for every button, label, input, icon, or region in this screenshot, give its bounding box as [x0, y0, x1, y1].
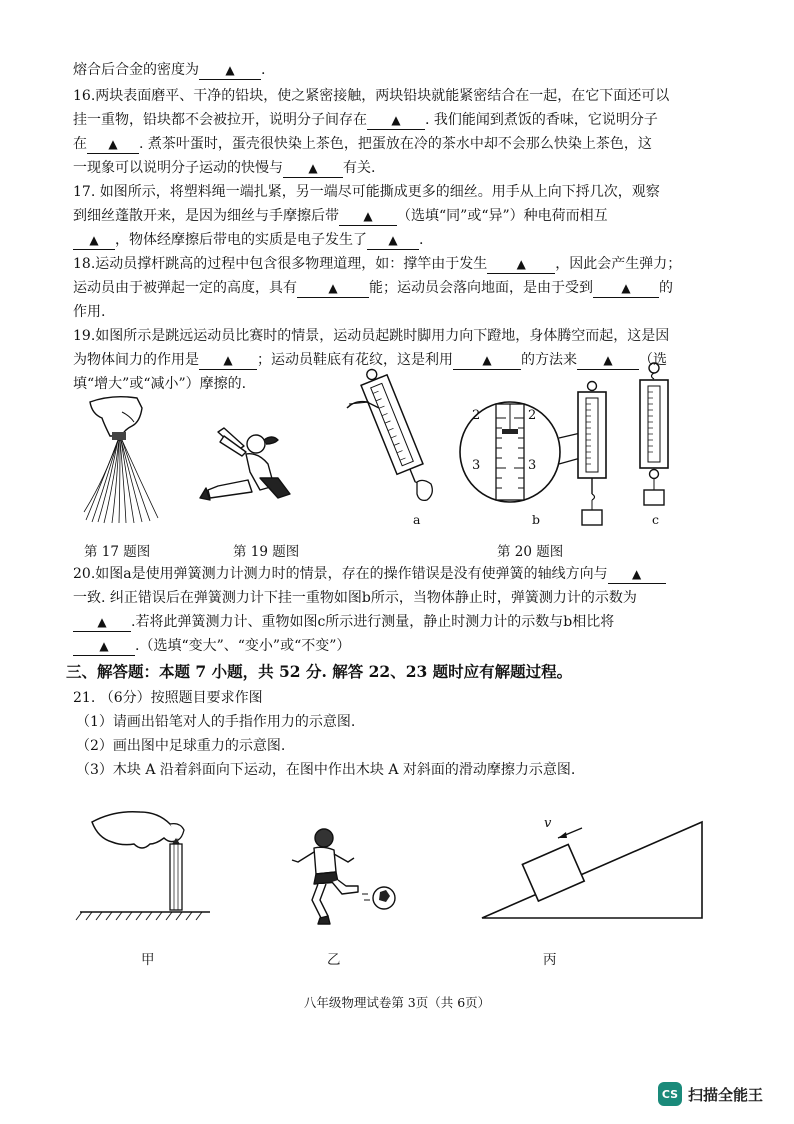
question-16-line-2: 挂一重物，铅块都不会被拉开，说明分子间存在 ▲ . 我们能闻到煮饭的香味，它说明分子 — [73, 112, 658, 128]
fig20b-label: b — [532, 512, 541, 527]
question-20-line-3: ▲ .若将此弹簧测力计、重物如图c所示进行测量，静止时测力计的示数与b相比将 — [73, 612, 614, 632]
answer-blank: ▲ — [367, 111, 425, 130]
answer-blank: ▲ — [73, 637, 135, 656]
fig-jia-caption: 甲 — [141, 952, 155, 968]
question-19-line-3: 填“增大”或“减小”）摩擦的. — [73, 376, 247, 392]
question-16-line-3: 在 ▲ . 煮茶叶蛋时，蛋壳很快染上茶色，把蛋放在冷的茶水中却不会那么快染上茶色，这 — [73, 136, 652, 152]
question-21-title: 21. （6分）按照题目要求作图 — [73, 690, 263, 706]
fig17-caption: 第 17 题图 — [84, 544, 151, 560]
question-18-line-1: 18.运动员撑杆跳高的过程中包含很多物理道理，如：撑竿由于发生 ▲ ，因此会产生弹力； — [73, 256, 682, 272]
answer-blank: ▲ — [577, 351, 639, 370]
answer-blank: ▲ — [87, 135, 139, 154]
fig17-plastic-strings-image — [82, 392, 172, 524]
answer-blank: ▲ — [593, 279, 659, 298]
answer-blank: ▲ — [339, 207, 397, 226]
fig20c-label: c — [652, 512, 660, 527]
question-17-line-3: ▲ ，物体经摩擦后带电的实质是电子发生了 ▲ . — [73, 230, 423, 250]
question-16-line-1: 16.两块表面磨平、干净的铅块，使之紧密接触，两块铅块就能紧密结合在一起，在它下面还可以 — [73, 88, 670, 104]
question-17-line-2: 到细丝蓬散开来，是因为细丝与手摩擦后带 ▲ （选填“同”或“异”）种电荷而相互 — [73, 208, 608, 224]
gauge-label-bottom-left: 3 — [472, 458, 481, 473]
question-21-part-3: （3）木块 A 沿着斜面向下运动，在图中作出木块 A 对斜面的滑动摩擦力示意图. — [76, 762, 576, 778]
fig20a-tilted-spring-scale-image — [345, 362, 445, 512]
fig19-long-jumper-image — [198, 420, 308, 510]
scanner-watermark — [658, 1082, 763, 1106]
gauge-label-top-left: 2 — [472, 408, 481, 423]
answer-blank: ▲ — [608, 565, 666, 584]
fig-jia-pencil-hand-image — [74, 808, 214, 932]
velocity-label: v — [544, 816, 552, 831]
question-20-line-2: 一致. 纠正错误后在弹簧测力计下挂一重物如图b所示，当物体静止时，弹簧测力计的示数为 — [73, 590, 637, 606]
answer-blank: ▲ — [283, 159, 343, 178]
question-20-line-1: 20.如图a是使用弹簧测力计测力时的情景，存在的操作错误是没有使弹簧的轴线方向与 ▲ — [73, 564, 666, 584]
fig20-caption: 第 20 题图 — [497, 544, 564, 560]
answer-blank: ▲ — [199, 61, 261, 80]
fig20b-spring-scale-image — [570, 380, 614, 528]
gauge-label-top-right: 2 — [528, 408, 537, 423]
question-21-part-2: （2）画出图中足球重力的示意图. — [76, 738, 286, 754]
answer-blank: ▲ — [453, 351, 521, 370]
fig-yi-caption: 乙 — [327, 952, 341, 968]
page-footer: 八年级物理试卷第 3页（共 6页） — [303, 995, 491, 1010]
answer-blank: ▲ — [73, 231, 115, 250]
fig-bing-incline-block-image — [478, 816, 714, 924]
text-line: 熔合后合金的密度为 ▲ . — [73, 62, 266, 78]
question-17-line-1: 17. 如图所示，将塑料绳一端扎紧，另一端尽可能撕成更多的细丝。用手从上向下捋几次，观察 — [73, 184, 660, 200]
fig19-caption: 第 19 题图 — [233, 544, 300, 560]
camscanner-logo-icon: CS — [658, 1082, 682, 1106]
question-19-line-2: 为物体间力的作用是 ▲ ；运动员鞋底有花纹，这是利用 ▲ 的方法来 ▲ （选 — [73, 352, 667, 368]
question-16-line-4: 一现象可以说明分子运动的快慢与 ▲ 有关. — [73, 160, 376, 176]
answer-blank: ▲ — [73, 613, 131, 632]
answer-blank: ▲ — [199, 351, 257, 370]
question-19-line-1: 19.如图所示是跳远运动员比赛时的情景，运动员起跳时脚用力向下蹬地，身体腾空而起，这是因 — [73, 328, 670, 344]
section-3-heading: 三、解答题：本题 7 小题，共 52 分. 解答 22、23 题时应有解题过程。 — [66, 662, 573, 681]
fig20a-label: a — [413, 512, 421, 527]
question-21-part-1: （1）请画出铅笔对人的手指作用力的示意图. — [76, 714, 356, 730]
fig-bing-caption: 丙 — [543, 952, 557, 968]
question-18-line-2: 运动员由于被弹起一定的高度，具有 ▲ 能；运动员会落向地面，是由于受到 ▲ 的 — [73, 280, 673, 296]
question-20-line-4: ▲ .（选填“变大”、“变小”或“不变”） — [73, 636, 350, 656]
gauge-label-bottom-right: 3 — [528, 458, 537, 473]
fig20c-inverted-spring-scale-image — [632, 360, 676, 510]
answer-blank: ▲ — [367, 231, 419, 250]
watermark-text: 扫描全能王 — [688, 1085, 764, 1104]
answer-blank: ▲ — [297, 279, 369, 298]
fig-yi-soccer-player-image — [262, 824, 402, 928]
question-18-line-3: 作用. — [73, 304, 106, 320]
answer-blank: ▲ — [487, 255, 555, 274]
